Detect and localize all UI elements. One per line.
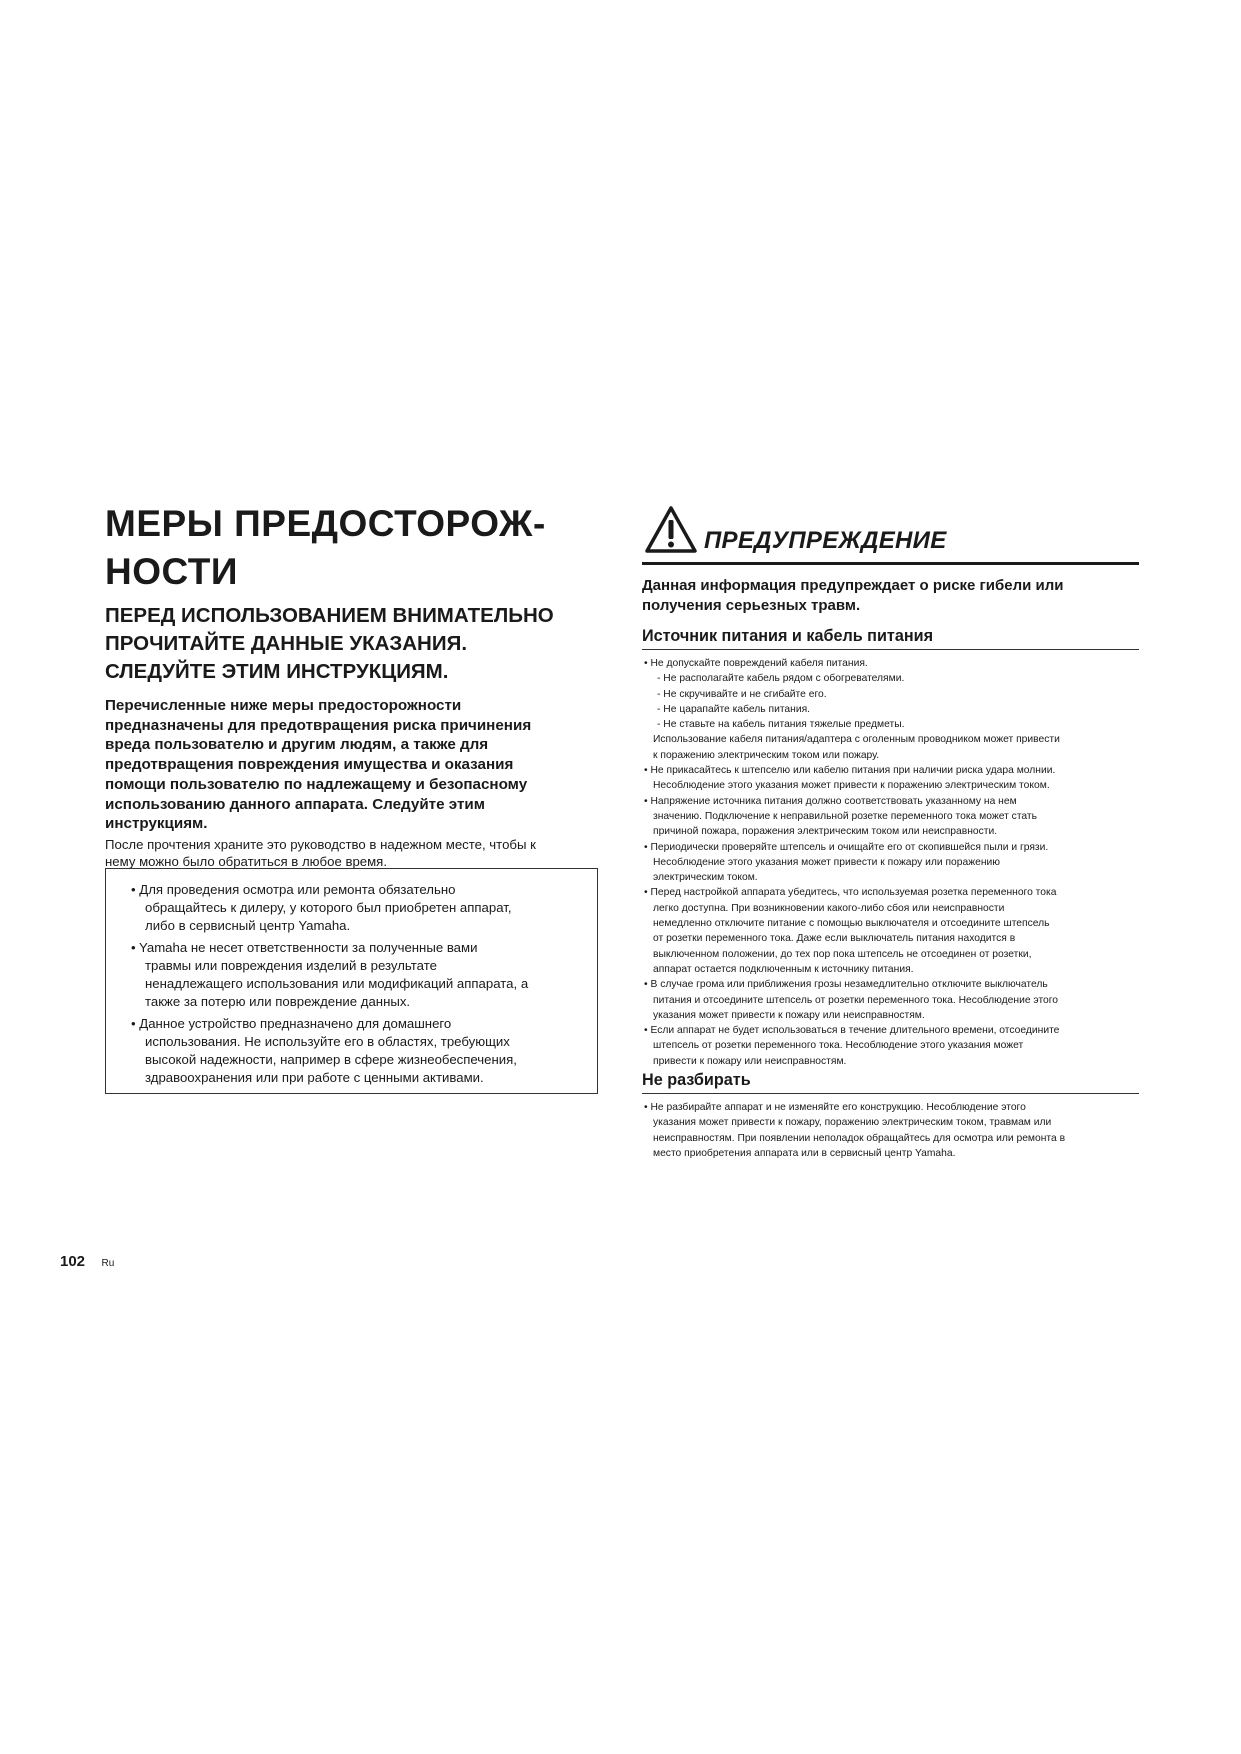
list-line: от розетки переменного тока. Даже если выключатель питания находится в (653, 933, 1016, 945)
notice-line: либо в сервисный центр Yamaha. (145, 918, 351, 933)
page-title-line: МЕРЫ ПРЕДОСТОРОЖ- (105, 503, 546, 544)
notice-item (131, 881, 587, 935)
intro-bold-line: помощи пользователю по надлежащему и безопасному (105, 775, 528, 793)
list-line: - Не царапайте кабель питания. (657, 703, 811, 715)
page-number: 102 (60, 1253, 86, 1270)
list-line: • Напряжение источника питания должно соответствовать указанному на нем (644, 795, 1017, 807)
notice-line: также за потерю или повреждение данных. (145, 994, 411, 1009)
list-line: - Не ставьте на кабель питания тяжелые предметы. (657, 719, 905, 731)
intro-bold-line: Перечисленные ниже меры предосторожности (105, 697, 462, 714)
notice-line: использования. Не используйте его в областях, требующих (145, 1034, 510, 1049)
list-line: • Не прикасайтесь к штепселю или кабелю питания при наличии риска удара молнии. (644, 765, 1056, 777)
page-title (105, 500, 605, 596)
page-title-line: НОСТИ (105, 551, 238, 592)
subtitle-line: ПРОЧИТАЙТЕ ДАННЫЕ УКАЗАНИЯ. (105, 632, 468, 655)
list-line: выключенном положении, до тех пор пока штепсель не отсоединен от розетки, (653, 948, 1032, 960)
list-line: • Не разбирайте аппарат и не изменяйте его конструкцию. Несоблюдение этого (644, 1102, 1026, 1113)
intro-bold-line: предотвращения повреждения имущества и оказания (105, 756, 514, 774)
intro-bold-line: инструкциям. (105, 815, 208, 833)
warning-title: ПРЕДУПРЕЖДЕНИЕ (704, 527, 947, 554)
list-line: причиной пожара, поражения электрическим током или неисправности. (653, 826, 998, 838)
list-line: питания и отсоедините штепсель от розетки переменного тока. Несоблюдение этого (653, 994, 1059, 1006)
list-line: указания может привести к пожару или неисправностям. (653, 1009, 925, 1021)
section-title-power: Источник питания и кабель питания (642, 626, 1139, 650)
section-list-disassembly (644, 1100, 1141, 1161)
warning-lead-line: Данная информация предупреждает о риске гибели или (642, 577, 1064, 594)
list-line: - Не располагайте кабель рядом с обогревателями. (657, 673, 905, 685)
intro-bold-paragraph (105, 696, 605, 834)
list-line: немедленно отключите питание с помощью выключателя и отсоедините штепсель (653, 918, 1050, 930)
notice-box (105, 868, 598, 1094)
list-line: электрическим током. (653, 872, 758, 884)
notice-line: ненадлежащего использования или модификаций аппарата, а (145, 976, 529, 991)
intro-bold-line: использованию данного аппарата. Следуйте этим (105, 795, 485, 813)
intro-normal-line: После прочтения храните это руководство в надежном месте, чтобы к (105, 836, 536, 852)
list-line: Несоблюдение этого указания может привести к поражению электрическим током. (653, 780, 1050, 792)
notice-line: обращайтесь к дилеру, у которого был приобретен аппарат, (145, 900, 512, 915)
list-line: • Периодически проверяйте штепсель и очищайте его от скопившейся пыли и грязи. (644, 841, 1049, 853)
warning-lead (642, 576, 1139, 616)
notice-line: • Данное устройство предназначено для домашнего (131, 1016, 452, 1031)
list-line: легко доступна. При возникновении какого-либо сбоя или неисправности (653, 902, 1005, 914)
notice-line: • Для проведения осмотра или ремонта обязательно (131, 882, 456, 897)
list-line: Использование кабеля питания/адаптера с оголенным проводником может привести (653, 734, 1060, 746)
subtitle (105, 602, 605, 686)
list-line: - Не скручивайте и не сгибайте его. (657, 688, 827, 700)
warning-header (642, 505, 1139, 565)
list-line: • Не допускайте повреждений кабеля питания. (644, 658, 868, 669)
list-line: неисправностям. При появлении неполадок обращайтесь для осмотра или ремонта в (653, 1132, 1066, 1144)
notice-item (131, 1015, 587, 1087)
list-line: • Если аппарат не будет использоваться в течение длительного времени, отсоедините (644, 1025, 1060, 1037)
subtitle-line: ПЕРЕД ИСПОЛЬЗОВАНИЕМ ВНИМАТЕЛЬНО (105, 604, 554, 627)
subtitle-line: СЛЕДУЙТЕ ЭТИМ ИНСТРУКЦИЯМ. (105, 660, 449, 683)
left-column (105, 500, 605, 870)
notice-line: здравоохранения или при работе с ценными активами. (145, 1070, 484, 1085)
list-line: привести к пожару или неисправностям. (653, 1055, 847, 1067)
list-line: штепсель от розетки переменного тока. Несоблюдение этого указания может (653, 1040, 1024, 1052)
list-line: к поражению электрическим током или пожару. (653, 749, 880, 761)
notice-item (131, 939, 587, 1011)
section-title-disassembly: Не разбирать (642, 1070, 1139, 1094)
notice-line: • Yamaha не несет ответственности за полученные вами (131, 940, 478, 955)
page-footer (60, 1253, 114, 1271)
intro-bold-line: предназначены для предотвращения риска причинения (105, 716, 532, 734)
list-line: аппарат остается подключенным к источнику питания. (653, 963, 914, 975)
language-code: Ru (101, 1258, 115, 1269)
warning-lead-line: получения серьезных травм. (642, 597, 861, 614)
notice-line: травмы или повреждения изделий в результате (145, 958, 437, 973)
section-list-power (644, 656, 1141, 1069)
list-line: • В случае грома или приближения грозы незамедлительно отключите выключатель (644, 979, 1048, 991)
intro-bold-line: вреда пользователю и другим людям, а также для (105, 736, 489, 754)
list-line: указания может привести к пожару, поражению электрическим током, травмам или (653, 1117, 1052, 1129)
list-line: Несоблюдение этого указания может привести к пожару или поражению (653, 856, 1000, 868)
intro-normal-line: нему можно было обратиться в любое время. (105, 853, 387, 869)
notice-line: высокой надежности, например в сфере жизнеобеспечения, (145, 1052, 517, 1067)
list-line: • Перед настройкой аппарата убедитесь, что используемая розетка переменного тока (644, 887, 1057, 899)
warning-triangle-icon (644, 505, 698, 555)
intro-normal-paragraph (105, 836, 605, 870)
list-line: значению. Подключение к неправильной розетке переменного тока может стать (653, 810, 1038, 822)
list-line: место приобретения аппарата или в сервисный центр Yamaha. (653, 1147, 956, 1159)
